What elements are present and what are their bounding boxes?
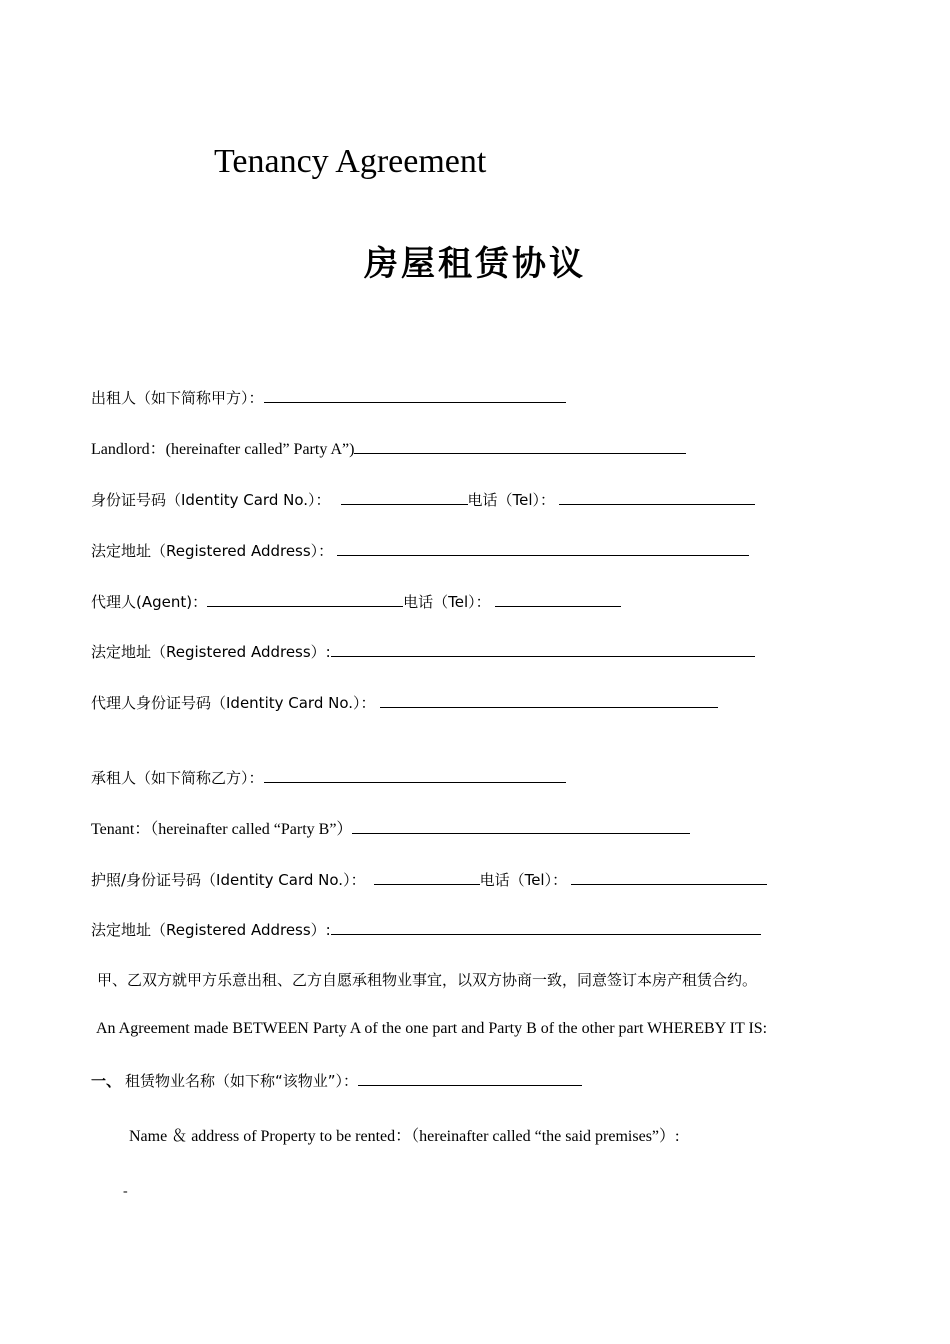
landlord-label-zh: 出租人（如下简称甲方）： xyxy=(91,389,264,407)
agent-id-row xyxy=(91,691,718,715)
property-name-field[interactable] xyxy=(358,1069,582,1086)
landlord-english-field[interactable] xyxy=(354,437,686,454)
tenant-address-field[interactable] xyxy=(331,918,761,935)
landlord-label-en: Landlord：(hereinafter called” Party A”) xyxy=(91,441,355,458)
clause-1-row xyxy=(91,1069,582,1093)
preamble-chinese: 甲、乙双方就甲方乐意出租、乙方自愿承租物业事宜，以双方协商一致，同意签订本房产租赁合约。 xyxy=(97,971,758,989)
tenant-id-row xyxy=(91,868,767,892)
agent-address-field[interactable] xyxy=(331,640,755,657)
landlord-name-field[interactable] xyxy=(264,386,566,403)
document-title-chinese: 房屋租赁协议 xyxy=(364,244,586,284)
agent-name-field[interactable] xyxy=(207,590,403,607)
agent-id-label: 代理人身份证号码（Identity Card No.）： xyxy=(91,694,376,712)
tenant-address-label: 法定地址（Registered Address）: xyxy=(91,921,331,939)
agent-tel-field[interactable] xyxy=(495,590,621,607)
preamble-english: An Agreement made BETWEEN Party A of the one part and Party B of the other part WHEREBY IT IS: xyxy=(96,1020,768,1037)
clause-1-english: Name ＆ address of Property to be rented：（hereinafter called “the said premises”）: xyxy=(129,1128,680,1145)
landlord-tel-field[interactable] xyxy=(559,488,755,505)
landlord-address-row xyxy=(91,539,749,563)
landlord-id-field[interactable] xyxy=(341,488,468,505)
page-footer-mark: - xyxy=(123,1184,128,1199)
tenant-english-field[interactable] xyxy=(352,817,690,834)
tenant-english-row xyxy=(91,817,690,841)
agent-tel-label: 电话（Tel）： xyxy=(403,593,491,611)
tenant-name-row xyxy=(91,766,566,790)
tenant-label-en: Tenant：（hereinafter called “Party B”） xyxy=(91,821,353,838)
tenant-address-row xyxy=(91,918,761,942)
landlord-address-field[interactable] xyxy=(337,539,749,556)
landlord-address-label: 法定地址（Registered Address）： xyxy=(91,542,334,560)
tenant-label-zh: 承租人（如下简称乙方）： xyxy=(91,769,264,787)
agent-address-row xyxy=(91,640,755,664)
tenant-name-field[interactable] xyxy=(264,766,566,783)
tenant-id-field[interactable] xyxy=(374,868,480,885)
tenant-id-label: 护照/身份证号码（Identity Card No.）： xyxy=(91,871,366,889)
clause-1-number: 一、 xyxy=(91,1072,122,1090)
landlord-name-row xyxy=(91,386,566,410)
agent-label: 代理人(Agent)： xyxy=(91,593,208,611)
tenant-tel-label: 电话（Tel）： xyxy=(479,871,568,889)
clause-1-label-zh: 租赁物业名称（如下称“该物业”）： xyxy=(125,1072,359,1090)
agent-address-label: 法定地址（Registered Address）: xyxy=(91,643,331,661)
tenant-tel-field[interactable] xyxy=(571,868,767,885)
document-title-english: Tenancy Agreement xyxy=(214,143,487,180)
landlord-id-row xyxy=(91,488,755,512)
landlord-id-label: 身份证号码（Identity Card No.）： xyxy=(91,491,331,509)
agent-row xyxy=(91,590,621,614)
landlord-english-row xyxy=(91,437,686,461)
landlord-tel-label: 电话（Tel）： xyxy=(467,491,556,509)
agent-id-field[interactable] xyxy=(380,691,718,708)
